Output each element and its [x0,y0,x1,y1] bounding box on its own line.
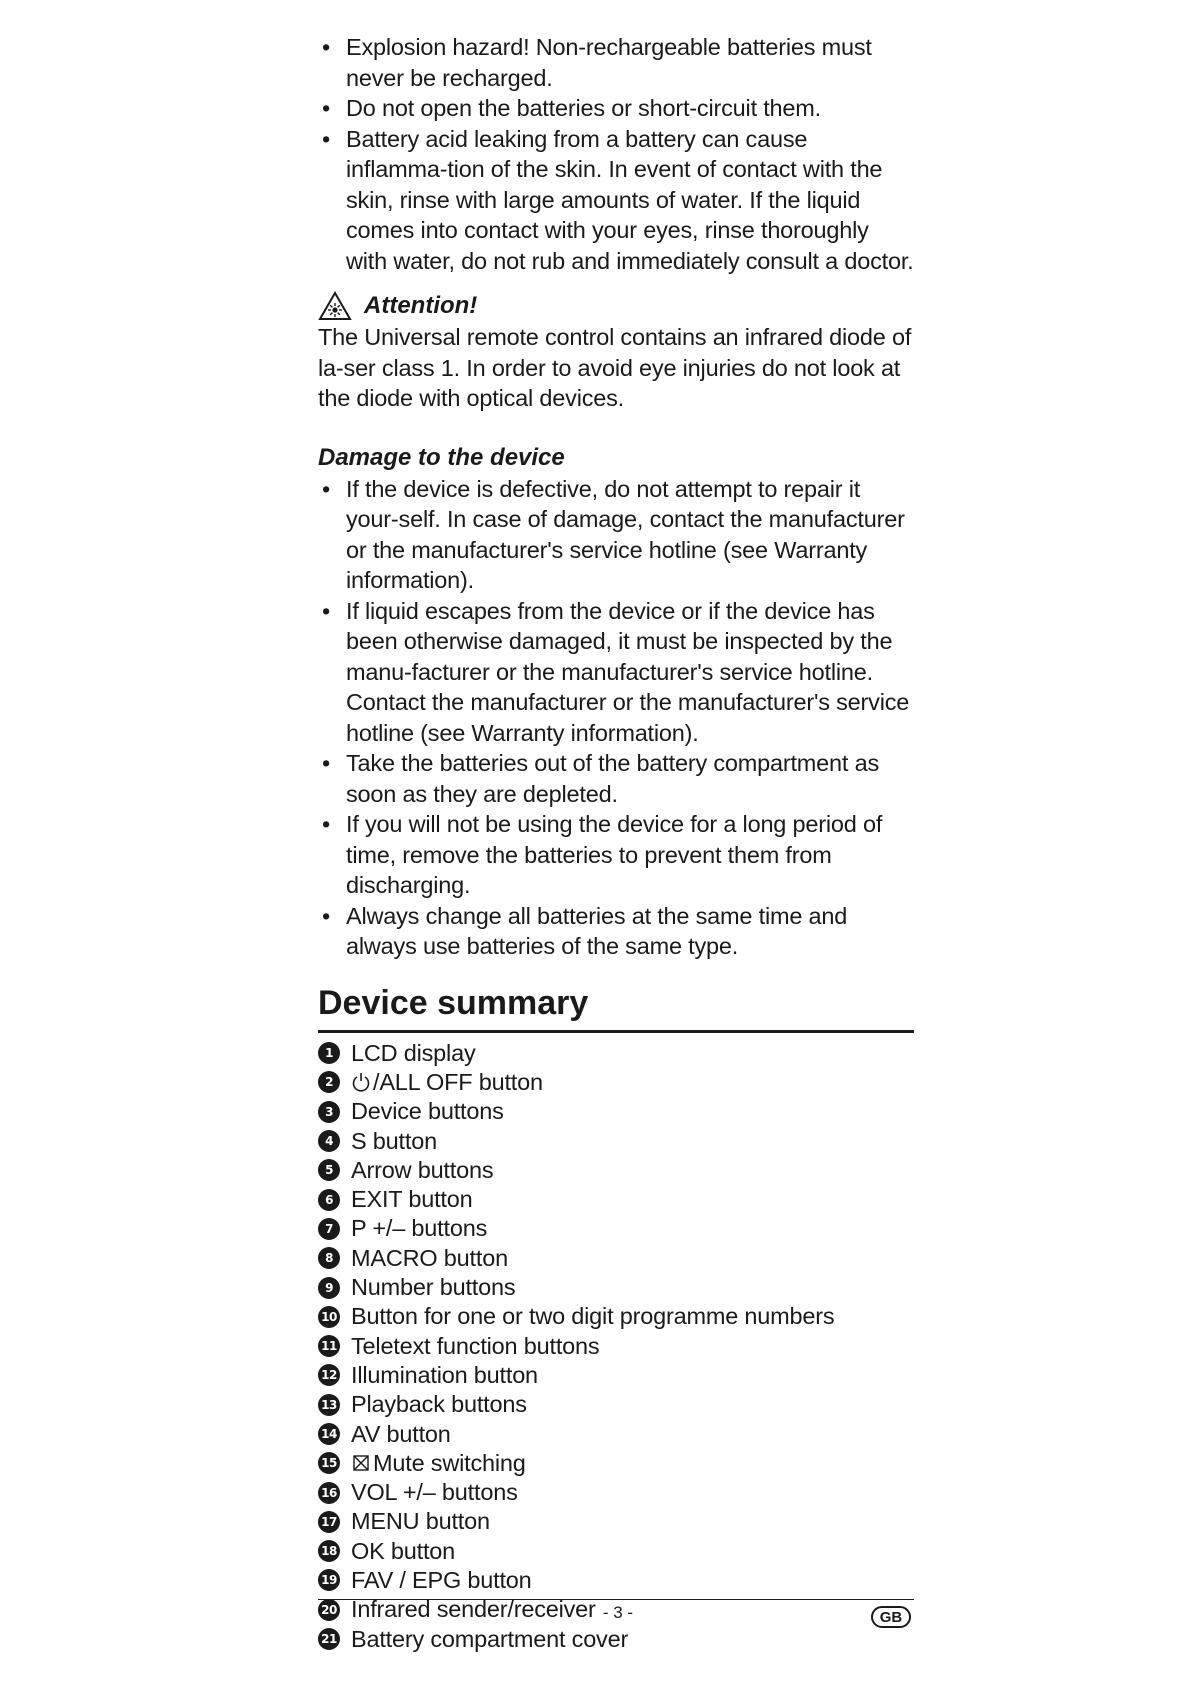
attention-heading [318,290,914,322]
summary-item [318,1068,914,1097]
item-label: Playback buttons [351,1391,527,1418]
item-label: S button [351,1127,437,1154]
item-label: Battery compartment cover [351,1625,629,1652]
item-label: Teletext function buttons [351,1332,600,1359]
item-number-badge: 4 [318,1130,340,1152]
device-summary-heading: Device summary [318,982,914,1033]
page-content [318,32,914,1654]
item-number-badge: 15 [318,1452,340,1474]
item-label: MACRO button [351,1244,508,1271]
summary-item [318,1273,914,1302]
item-label: Device buttons [351,1098,504,1125]
item-label: /ALL OFF button [373,1068,543,1095]
damage-heading: Damage to the device [318,443,565,471]
attention-text: The Universal remote control contains an infrared diode of la-ser class 1. In order to avoid eye injuries do not look at the diode with optical devices. [318,324,912,411]
summary-item [318,1126,914,1155]
item-label: FAV / EPG button [351,1566,532,1593]
laser-warning-icon [318,291,352,321]
item-label: OK button [351,1537,456,1564]
item-label: Mute switching [373,1449,526,1476]
list-item: • If you will not be using the device for a long period of time, remove the batteries to prevent them from discharging. [318,809,914,901]
item-number-badge: 5 [318,1159,340,1181]
item-number-badge: 3 [318,1101,340,1123]
item-number-badge: 7 [318,1218,340,1240]
item-number-badge: 8 [318,1247,340,1269]
summary-item [318,1185,914,1214]
item-label: MENU button [351,1508,490,1535]
summary-item [318,1507,914,1536]
item-number-badge: 12 [318,1364,340,1386]
item-number-badge: 1 [318,1042,340,1064]
summary-item [318,1331,914,1360]
summary-item [318,1097,914,1126]
item-number-badge: 17 [318,1511,340,1533]
item-label: Infrared sender/receiver [351,1596,596,1623]
device-summary-list [318,1039,914,1654]
summary-item [318,1537,914,1566]
item-label: EXIT button [351,1186,473,1213]
item-label: Number buttons [351,1274,516,1301]
power-icon [351,1071,371,1093]
item-label: Illumination button [351,1361,538,1388]
item-label: Button for one or two digit programme numbers [351,1303,835,1330]
list-item: • If liquid escapes from the device or if the device has been otherwise damaged, it must be inspected by the manu-facturer or the manufacturer's service hotline. Contact the manufacturer or the manufacturer's service hotline (see Warranty information). [318,596,914,749]
item-label: AV button [351,1420,451,1447]
list-item: • If the device is defective, do not attempt to repair it your-self. In case of damage, contact the manufacturer or the manufacturer's service hotline (see Warranty information). [318,474,914,596]
list-item: • Explosion hazard! Non-rechargeable batteries must never be recharged. [318,32,914,93]
page-number: - 3 - [602,1603,634,1622]
item-number-badge: 18 [318,1540,340,1562]
item-number-badge: 2 [318,1071,340,1093]
item-number-badge: 11 [318,1335,340,1357]
item-number-badge: 10 [318,1306,340,1328]
damage-list [318,474,914,962]
item-label: Arrow buttons [351,1156,494,1183]
footer-divider [318,1599,914,1600]
item-label: VOL +/– buttons [351,1479,518,1506]
list-item: • Battery acid leaking from a battery can cause inflamma-tion of the skin. In event of contact with the skin, rinse with large amounts of water. If the liquid comes into contact with your eyes, rinse thoroughly with water, do not rub and immediately consult a doctor. [318,124,914,277]
summary-item [318,1566,914,1595]
list-item: • Always change all batteries at the same time and always use batteries of the same type. [318,901,914,962]
summary-item [318,1419,914,1448]
item-number-badge: 6 [318,1189,340,1211]
item-number-badge: 21 [318,1628,340,1650]
item-label: LCD display [351,1039,476,1066]
battery-safety-list [318,32,914,276]
item-number-badge: 16 [318,1482,340,1504]
list-item: • Take the batteries out of the battery compartment as soon as they are depleted. [318,748,914,809]
summary-item [318,1449,914,1478]
country-badge: GB [871,1606,911,1628]
summary-item [318,1361,914,1390]
summary-item [318,1244,914,1273]
item-number-badge: 20 [318,1599,340,1621]
attention-title: Attention! [364,292,478,319]
item-number-badge: 13 [318,1394,340,1416]
summary-item [318,1302,914,1331]
summary-item [318,1478,914,1507]
mute-icon [351,1452,371,1474]
summary-item [318,1039,914,1068]
list-item: • Do not open the batteries or short-circuit them. [318,93,914,124]
item-number-badge: 9 [318,1277,340,1299]
item-number-badge: 19 [318,1569,340,1591]
summary-item [318,1624,914,1653]
summary-item [318,1156,914,1185]
summary-item [318,1390,914,1419]
item-number-badge: 14 [318,1423,340,1445]
item-label: P +/– buttons [351,1215,488,1242]
summary-item [318,1214,914,1243]
